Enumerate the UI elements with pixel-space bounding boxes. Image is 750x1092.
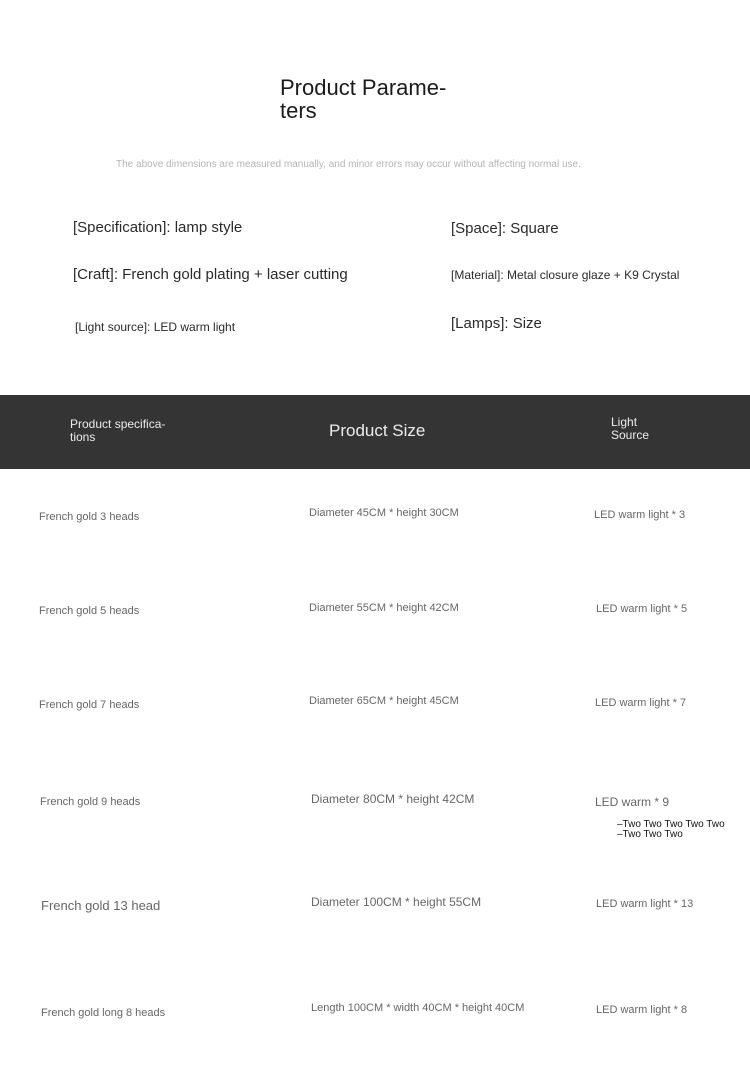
- row-light: LED warm light * 7: [595, 697, 687, 709]
- param-craft: [Craft]: French gold plating + laser cutting: [73, 266, 348, 283]
- row-spec: French gold 7 heads: [39, 699, 140, 711]
- param-lamps: [Lamps]: Size: [451, 315, 542, 332]
- row-size: Diameter 80CM * height 42CM: [311, 792, 475, 806]
- row-light: LED warm light * 3: [594, 509, 686, 521]
- row-spec: French gold 3 heads: [39, 511, 140, 523]
- row-size: Diameter 45CM * height 30CM: [309, 507, 459, 519]
- measurement-note: The above dimensions are measured manually, and minor errors may occur without affecting normal use.: [116, 159, 581, 170]
- param-specification: [Specification]: lamp style: [73, 219, 243, 236]
- header-product-size: Product Size: [329, 421, 426, 440]
- row-spec: French gold 13 head: [41, 898, 161, 913]
- param-space: [Space]: Square: [451, 220, 559, 237]
- row-spec: French gold 9 heads: [40, 796, 141, 808]
- row-spec: French gold long 8 heads: [41, 1007, 166, 1019]
- header-light-source: Light Source: [611, 415, 650, 442]
- row-light: LED warm light * 13: [596, 898, 694, 910]
- row-spec: French gold 5 heads: [39, 605, 140, 617]
- header-product-specifications: Product specifica- tions: [70, 417, 166, 444]
- table-header: [0, 395, 750, 469]
- page-title: Product Parame- ters: [280, 75, 447, 123]
- row-light: LED warm light * 5: [596, 603, 688, 615]
- row-size: Diameter 100CM * height 55CM: [311, 895, 482, 909]
- row-size: Length 100CM * width 40CM * height 40CM: [311, 1002, 525, 1014]
- row-light: LED warm * 9: [595, 795, 670, 809]
- row-light: LED warm light * 8: [596, 1004, 688, 1016]
- row-size: Diameter 65CM * height 45CM: [309, 695, 459, 707]
- param-material: [Material]: Metal closure glaze + K9 Crystal: [451, 268, 680, 282]
- row-size: Diameter 55CM * height 42CM: [309, 602, 459, 614]
- param-light-source: [Light source]: LED warm light: [75, 320, 236, 334]
- row-extra-text: –Two Two Two Two Two –Two Two Two: [617, 819, 725, 840]
